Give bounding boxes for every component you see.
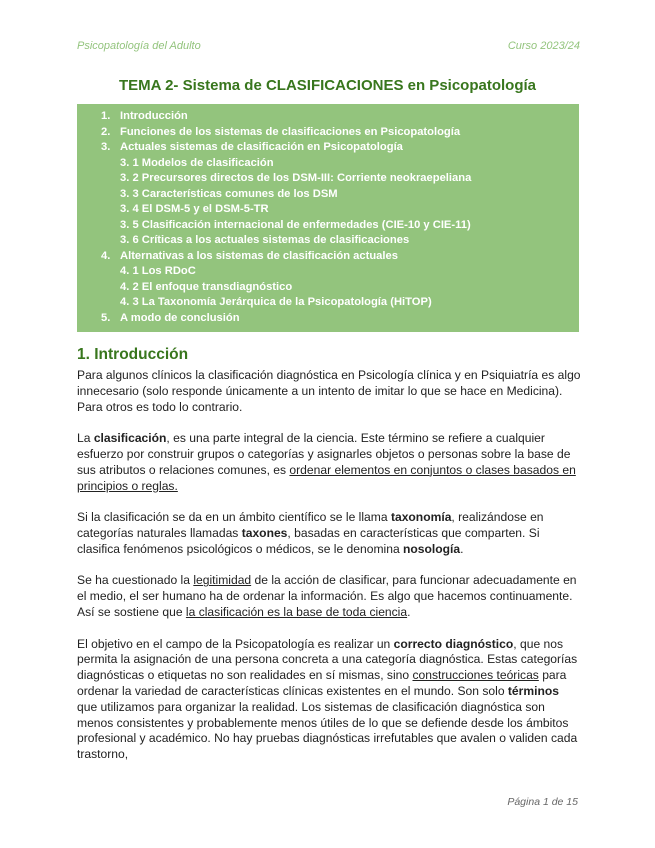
header-course-name: Psicopatología del Adulto xyxy=(77,40,201,52)
underlined-phrase: legitimidad xyxy=(193,573,252,588)
toc-item[interactable]: 2. Funciones de los sistemas de clasificaciones en Psicopatología xyxy=(101,125,461,138)
paragraph: El objetivo en el campo de la Psicopatología es realizar un correcto diagnóstico, que nos permita la asignación de una persona concreta a una categoría diagnóstica. Estas categorías diagnósticas o etiquetas no son realidades en sí mismas, sino construcciones teóricas para ordenar la variedad de características clínicas existentes en el mundo. Son solo términos que utilizamos para organizar la realidad. Los sistemas de clasificación diagnóstica son menos consistentes y probablemente menos útiles de lo que se defiende desde los ámbitos profesional y académico. No hay pruebas diagnósticas irrefutables que avalen o validen cada trastorno, xyxy=(77,636,578,762)
toc-item[interactable]: 3. Actuales sistemas de clasificación en Psicopatología xyxy=(101,141,403,153)
table-of-contents xyxy=(77,104,579,332)
bold-term: clasificación xyxy=(93,431,167,446)
body-text xyxy=(77,368,581,779)
page-number: Página 1 de 15 xyxy=(507,796,578,808)
paragraph: La clasificación, es una parte integral de la ciencia. Este término se refiere a cualquier esfuerzo por construir grupos o categorías y asignarles objetos o personas sobre la base de sus atributos o relaciones comunes, es ordenar elementos en conjuntos o clases basados en principios o reglas. xyxy=(77,431,576,493)
paragraph: Si la clasificación se da en un ámbito científico se le llama taxonomía, realizándose en categorías naturales llamadas taxones, basadas en características que comparten. Si clasifica fenómenos psicológicos o médicos, se le denomina nosología. xyxy=(77,510,544,556)
toc-item[interactable]: 4. Alternativas a los sistemas de clasificación actuales xyxy=(101,249,398,262)
toc-subitem[interactable]: 3. 1 Modelos de clasificación xyxy=(120,156,274,169)
document-title: TEMA 2- Sistema de CLASIFICACIONES en Psicopatología xyxy=(118,77,536,94)
toc-item[interactable]: 5. A modo de conclusión xyxy=(101,311,240,324)
paragraph: Para algunos clínicos la clasificación diagnóstica en Psicología clínica y en Psiquiatría es algo innecesario (solo responde únicamente a un intento de imitar lo que se hace en Medicina). Para otros es todo lo contrario. xyxy=(77,368,581,414)
underlined-phrase: la clasificación es la base de toda ciencia xyxy=(185,604,408,619)
paragraph: Se ha cuestionado la legitimidad de la acción de clasificar, para funcionar adecuadamente en el medio, el ser humano ha de ordenar la información. Es algo que hacemos continuamente. Así se sostiene que la clasificación es la base de toda ciencia. xyxy=(77,573,577,619)
toc-subitem[interactable]: 3. 5 Clasificación internacional de enfermedades (CIE-10 y CIE-11) xyxy=(120,218,471,231)
underlined-phrase: ordenar elementos en conjuntos o clases basados en principios o reglas. xyxy=(77,462,576,493)
toc-subitem[interactable]: 4. 2 El enfoque transdiagnóstico xyxy=(120,280,293,293)
bold-term: taxonomía xyxy=(390,510,452,525)
toc-subitem[interactable]: 3. 2 Precursores directos de los DSM-III: Corriente neokraepeliana xyxy=(120,172,472,184)
toc-item[interactable]: 1. Introducción xyxy=(101,110,188,122)
bold-term: nosología xyxy=(403,541,461,556)
header-course-year: Curso 2023/24 xyxy=(507,40,580,52)
underlined-phrase: construcciones teóricas xyxy=(412,668,539,683)
toc-subitem[interactable]: 3. 6 Críticas a los actuales sistemas de clasificaciones xyxy=(120,234,410,246)
page-header xyxy=(77,40,580,52)
toc-subitem[interactable]: 3. 3 Características comunes de los DSM xyxy=(120,187,338,200)
section-heading: 1. Introducción xyxy=(77,346,189,363)
bold-term: correcto diagnóstico xyxy=(393,636,514,651)
toc-subitem[interactable]: 4. 1 Los RDoC xyxy=(120,265,196,277)
bold-term: términos xyxy=(507,683,559,698)
toc-subitem[interactable]: 3. 4 El DSM-5 y el DSM-5-TR xyxy=(120,203,269,215)
bold-term: taxones xyxy=(241,525,288,540)
toc-subitem[interactable]: 4. 3 La Taxonomía Jerárquica de la Psicopatología (HiTOP) xyxy=(120,296,432,308)
